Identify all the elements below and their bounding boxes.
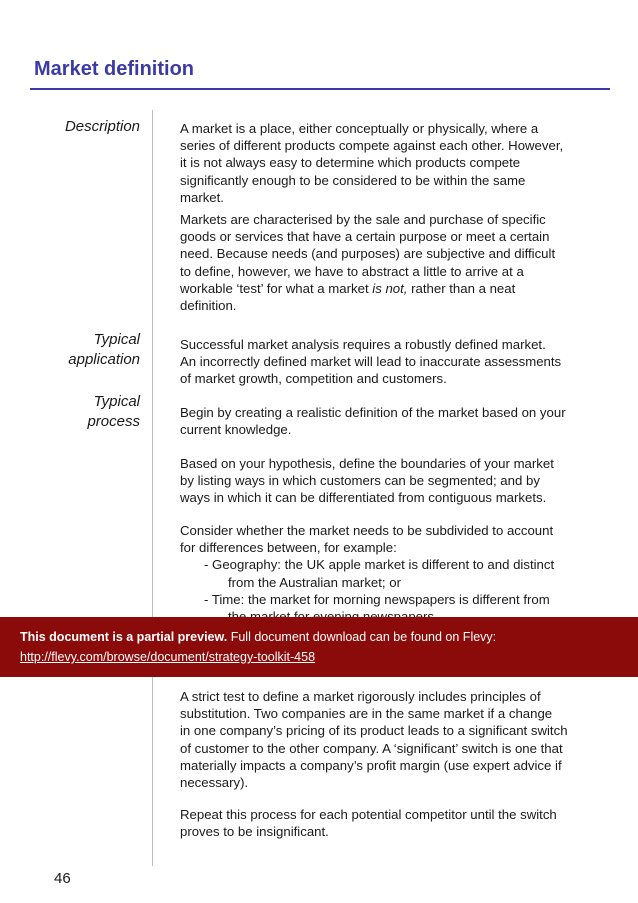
- process-paragraph-3: [180, 522, 595, 625]
- text-line: Consider whether the market needs to be subdivided to account: [180, 523, 554, 538]
- text-line: significantly enough to be considered to be within the same: [180, 172, 526, 188]
- text-line: goods or services that have a certain purpose or meet a certain: [180, 229, 550, 245]
- text-line: definition.: [180, 298, 237, 314]
- text-line: by listing ways in which customers can be segmented; and by: [180, 473, 540, 489]
- text-line: series of different products compete against each other. However,: [180, 138, 564, 154]
- label-typical-process-1: Typical: [93, 393, 140, 410]
- title-underline: [30, 88, 610, 90]
- text-line: An incorrectly defined market will lead to inaccurate assessments: [180, 354, 562, 370]
- preview-notice: [20, 630, 496, 644]
- download-link[interactable]: http://flevy.com/browse/document/strategy-toolkit-458: [20, 650, 316, 664]
- text-line: Based on your hypothesis, define the boundaries of your market: [180, 456, 554, 471]
- preview-banner: [0, 617, 638, 677]
- text-line: need. Because needs (and purposes) are subjective and difficult: [180, 246, 556, 262]
- label-typical-application-1: Typical: [93, 331, 140, 348]
- text-segment: rather than a neat: [407, 280, 516, 296]
- text-line: ways in which it can be differentiated from contiguous markets.: [180, 490, 547, 506]
- text-line: materially impacts a company’s profit margin (use expert advice if: [180, 757, 562, 773]
- text-line: market.: [180, 189, 224, 205]
- text-line: Markets are characterised by the sale and purchase of specific: [180, 212, 546, 227]
- text-line: substitution. Two companies are in the same market if a change: [180, 706, 553, 722]
- text-line: [180, 280, 595, 297]
- text-line: for differences between, for example:: [180, 540, 397, 556]
- bullet-geography-cont: from the Australian market; or: [228, 574, 401, 590]
- text-line: it is not always easy to determine which products compete: [180, 155, 521, 171]
- text-line: of market growth, competition and customers.: [180, 371, 447, 387]
- label-typical-application-2: application: [68, 351, 140, 368]
- text-line: A market is a place, either conceptually or physically, where a: [180, 121, 539, 136]
- text-line: proves to be insignificant.: [180, 824, 329, 840]
- description-paragraph-1: [180, 120, 595, 206]
- text-line: to define, however, we have to abstract a little to arrive at a: [180, 263, 524, 279]
- emphasis-text: is not,: [372, 280, 408, 296]
- application-paragraph: [180, 336, 595, 388]
- preview-notice-bold: This document is a partial preview.: [20, 630, 228, 644]
- page-title: Market definition: [34, 58, 195, 80]
- description-paragraph-2: [180, 211, 595, 314]
- bullet-geography: - Geography: the UK apple market is different to and distinct: [204, 557, 555, 573]
- text-segment: workable ‘test’ for what a market: [180, 280, 373, 296]
- process-paragraph-2: [180, 455, 595, 507]
- text-line: Repeat this process for each potential competitor until the switch: [180, 807, 557, 822]
- page-number: 46: [54, 870, 71, 887]
- text-line: Begin by creating a realistic definition of the market based on your: [180, 405, 566, 420]
- label-typical-process-2: process: [87, 413, 140, 430]
- process-paragraph-4: [180, 688, 595, 791]
- text-line: current knowledge.: [180, 422, 292, 438]
- preview-notice-text: Full document download can be found on Flevy:: [227, 630, 497, 644]
- bullet-time: - Time: the market for morning newspapers is different from: [204, 591, 550, 607]
- process-paragraph-5: [180, 806, 595, 840]
- process-paragraph-1: [180, 404, 595, 438]
- text-line: Successful market analysis requires a robustly defined market.: [180, 337, 546, 352]
- text-line: in one company’s pricing of its product leads to a significant switch: [180, 723, 568, 739]
- text-line: necessary).: [180, 775, 249, 791]
- text-line: of customer to the other company. A ‘significant’ switch is one that: [180, 740, 563, 756]
- column-divider: [152, 110, 153, 866]
- text-line: A strict test to define a market rigorously includes principles of: [180, 689, 541, 704]
- label-description: Description: [64, 118, 140, 135]
